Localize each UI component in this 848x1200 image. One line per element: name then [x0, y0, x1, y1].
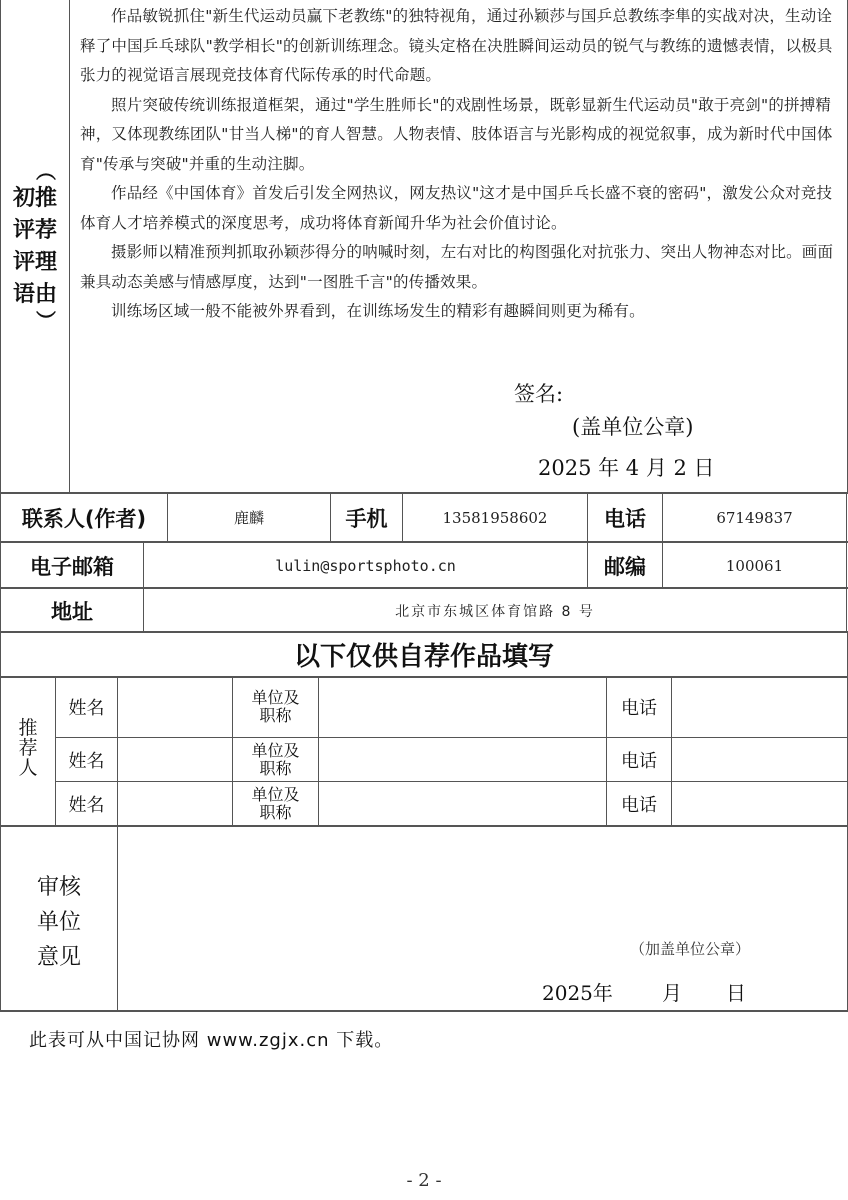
- self-recommend-heading: 以下仅供自荐作品填写: [0, 633, 848, 676]
- unit-label-line: 单位及: [251, 688, 300, 707]
- review-date-year: 2025年: [542, 981, 613, 1005]
- recommender-unit-label: [233, 782, 318, 826]
- label-line: 语由: [12, 281, 57, 307]
- recommender-phone-label: 电话: [621, 795, 657, 816]
- recommender-unit-label: [233, 738, 318, 781]
- label-close-bracket: ︶: [36, 309, 56, 333]
- recommender-name-field[interactable]: [118, 782, 232, 826]
- divider: [69, 0, 70, 493]
- review-date-month: 月: [662, 981, 682, 1005]
- recommender-name-field[interactable]: [118, 677, 232, 737]
- reason-paragraph: 作品敏锐抓住"新生代运动员赢下老教练"的独特视角，通过孙颖莎与国乒总教练李隼的实战对决，生动诠释了中国乒乓球队"教学相长"的创新训练理念。镜头定格在决胜瞬间运动员的锐气与教练的遗憾表情，以极具张力的视觉语言展现竞技体育代际传承的时代命题。: [80, 7, 833, 84]
- phone-value[interactable]: 67149837: [663, 493, 847, 542]
- recommender-phone-field[interactable]: [672, 782, 847, 826]
- signed-date: 2025 年 4 月 2 日: [538, 456, 715, 480]
- postcode-value[interactable]: 100061: [663, 543, 847, 588]
- recommender-name-label: 姓名: [68, 795, 105, 816]
- contact-label: 联系人(作者): [0, 493, 167, 542]
- recommender-group-label: [2, 718, 54, 778]
- label-open-bracket: ︵: [36, 159, 56, 183]
- signature-label: 签名:: [514, 382, 564, 406]
- label-line: 初推: [12, 185, 57, 211]
- download-note: 此表可从中国记协网 www.zgjx.cn 下载。: [29, 1030, 394, 1051]
- label-line: 评荐: [12, 217, 57, 243]
- seal-label: (盖单位公章): [572, 415, 694, 439]
- mobile-label: 手机: [345, 506, 388, 531]
- reason-paragraph: 摄影师以精准预判抓取孙颖莎得分的呐喊时刻，左右对比的构图强化对抗张力、突出人物神态对比。画面兼具动态美感与情感厚度，达到"一图胜千言"的传播效果。: [80, 243, 834, 291]
- recommender-name-label: 姓名: [68, 698, 105, 719]
- recommender-name-label: 姓名: [68, 750, 105, 772]
- review-reasons-label: [2, 160, 68, 332]
- unit-label-line: 职称: [259, 758, 292, 778]
- label-line: 审核: [36, 875, 81, 900]
- review-date-day: 日: [726, 981, 746, 1005]
- label-line: 意见: [36, 945, 81, 970]
- recommender-unit-field[interactable]: [319, 782, 606, 826]
- reason-paragraph: 作品经《中国体育》首发后引发全网热议，网友热议"这才是中国乒乓长盛不衰的密码"，激发公众对竞技体育人才培养模式的深度思考，成功将体育新闻升华为社会价值讨论。: [80, 184, 833, 232]
- recommender-phone-label: 电话: [621, 750, 657, 772]
- recommender-unit-label: [233, 677, 318, 737]
- recommender-name-field[interactable]: [118, 738, 232, 781]
- review-unit-label: [2, 870, 116, 975]
- page-number: - 2 -: [406, 1170, 442, 1191]
- label-line: 单位: [36, 910, 81, 935]
- label-char: 推: [18, 717, 38, 739]
- recommender-unit-field[interactable]: [319, 677, 606, 737]
- contact-value[interactable]: 鹿麟: [233, 509, 264, 527]
- label-line: 评理: [12, 249, 57, 275]
- recommender-phone-field[interactable]: [672, 738, 847, 781]
- recommender-unit-field[interactable]: [319, 738, 606, 781]
- unit-label-line: 单位及: [251, 785, 300, 804]
- address-label: 地址: [0, 589, 143, 632]
- label-char: 荐: [18, 737, 38, 759]
- recommender-phone-field[interactable]: [672, 677, 847, 737]
- label-char: 人: [18, 757, 38, 779]
- email-label: 电子邮箱: [0, 543, 143, 588]
- recommender-phone-label: 电话: [621, 698, 657, 719]
- email-value[interactable]: lulin@sportsphoto.cn: [275, 556, 456, 575]
- postcode-label: 邮编: [604, 554, 646, 579]
- mobile-value[interactable]: 13581958602: [442, 508, 548, 527]
- address-value[interactable]: 北京市东城区体育馆路 8 号: [144, 589, 847, 632]
- phone-label: 电话: [604, 506, 646, 531]
- unit-label-line: 职称: [259, 706, 292, 725]
- reason-paragraph: 训练场区域一般不能被外界看到，在训练场发生的精彩有趣瞬间则更为稀有。: [111, 302, 645, 320]
- review-seal-label: （加盖单位公章）: [630, 940, 751, 958]
- reason-paragraph: 照片突破传统训练报道框架，通过"学生胜师长"的戏剧性场景，既彰显新生代运动员"敢于亮剑"的拼搏精神，又体现教练团队"甘当人梯"的育人智慧。人物表情、肢体语言与光影构成的视觉叙事，成为新时代中国体育"传承与突破"并重的生动注脚。: [80, 95, 833, 173]
- review-reasons-text: [80, 2, 840, 327]
- unit-label-line: 单位及: [251, 740, 300, 760]
- unit-label-line: 职称: [259, 803, 292, 822]
